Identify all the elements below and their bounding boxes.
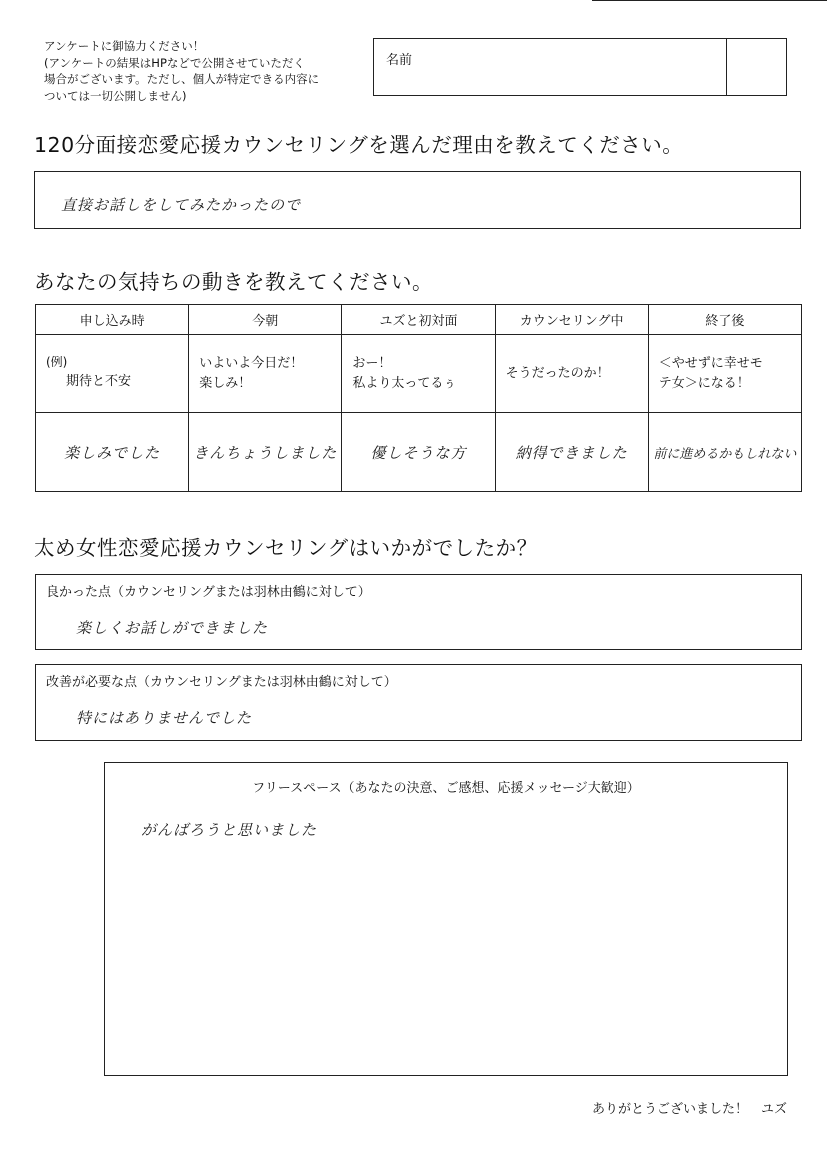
name-box-divider	[726, 39, 727, 95]
example-prefix: (例)	[46, 354, 68, 369]
example-cell-apply	[36, 335, 189, 413]
good-points-label: 良かった点（カウンセリングまたは羽林由鶴に対して）	[46, 585, 371, 600]
feelings-table	[35, 304, 802, 492]
header-this-morning: 今朝	[189, 305, 342, 335]
header-apply: 申し込み時	[36, 305, 189, 335]
question-1-answer-box	[34, 171, 801, 229]
name-box	[373, 38, 787, 96]
example-during-counseling: そうだったのか！	[495, 335, 648, 413]
question-3-title: 太め女性恋愛応援カウンセリングはいかがでしたか？	[34, 536, 538, 560]
question-1-title: 120分面接恋愛応援カウンセリングを選んだ理由を教えてください。	[34, 133, 684, 157]
example-first-meeting: おー！ 私より太ってるぅ	[342, 335, 495, 413]
answer-this-morning: きんちょうしました	[193, 443, 338, 462]
header-during-counseling: カウンセリング中	[495, 305, 648, 335]
feelings-header-row	[36, 305, 802, 335]
example-apply: 期待と不安	[66, 373, 132, 389]
free-space-answer: がんばろうと思いました	[141, 821, 318, 839]
example-after: ＜やせずに幸せモ テ女＞になる！	[648, 335, 801, 413]
question-2-title: あなたの気持ちの動きを教えてください。	[34, 270, 433, 294]
header-first-meeting: ユズと初対面	[342, 305, 495, 335]
feelings-answer-row	[36, 413, 802, 492]
improvement-box	[35, 664, 802, 741]
free-space-box	[104, 762, 788, 1076]
header-after: 終了後	[648, 305, 801, 335]
example-this-morning: いよいよ今日だ！ 楽しみ！	[189, 335, 342, 413]
footer-thanks: ありがとうございました！ ユズ	[591, 1102, 787, 1117]
answer-after: 前に進めるかもしれない	[653, 446, 797, 462]
free-space-label: フリースペース（あなたの決意、ご感想、応援メッセージ大歓迎）	[252, 781, 640, 796]
answer-first-meeting: 優しそうな方	[370, 443, 467, 462]
improvement-label: 改善が必要な点（カウンセリングまたは羽林由鶴に対して）	[46, 675, 397, 690]
answer-during-counseling: 納得できました	[515, 443, 628, 462]
name-label: 名前	[386, 53, 413, 68]
good-points-box	[35, 574, 802, 650]
good-points-answer: 楽しくお話しができました	[76, 619, 269, 637]
improvement-answer: 特にはありませんでした	[76, 709, 253, 727]
answer-apply: 楽しみでした	[64, 443, 161, 462]
survey-intro: アンケートに御協力ください！ (アンケートの結果はHPなどで公開させていただく 場合がございます。ただし、個人が特定できる内容に ついては一切公開しません)	[44, 39, 320, 103]
top-edge-line	[592, 0, 827, 1]
feelings-example-row	[36, 335, 802, 413]
question-1-answer: 直接お話しをしてみたかったので	[61, 196, 302, 214]
